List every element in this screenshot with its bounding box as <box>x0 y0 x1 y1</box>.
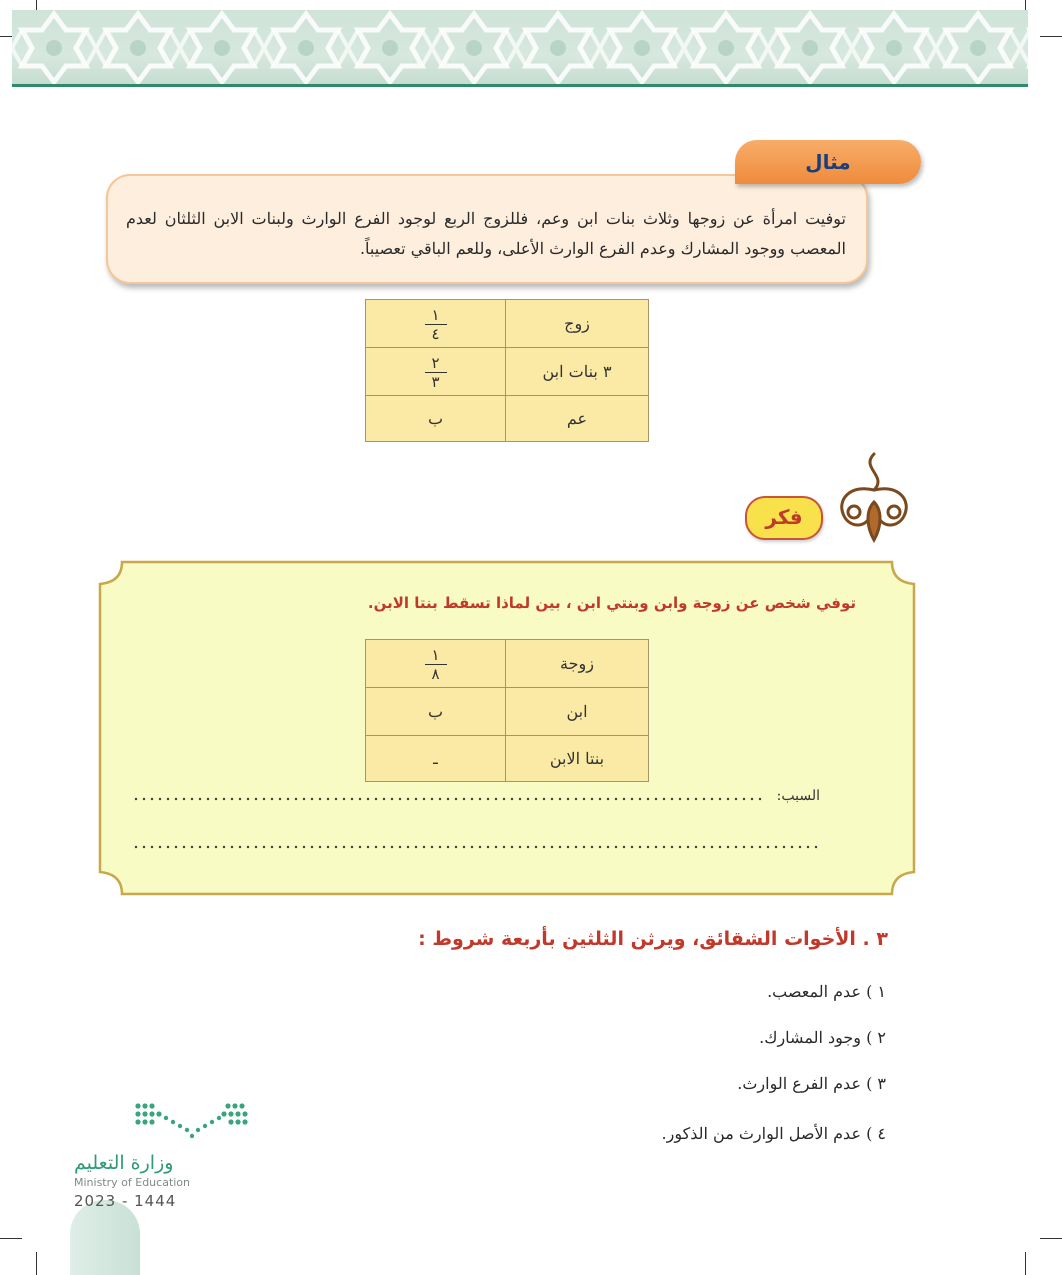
crop-mark <box>1040 36 1062 37</box>
header-divider <box>12 84 1028 87</box>
heir-cell: بنتا الابن <box>506 736 649 782</box>
inheritance-table-think <box>365 639 649 782</box>
condition-item: ٣ ) عدم الفرع الوارث. <box>737 1074 886 1093</box>
edition-year: 2023 - 1444 <box>74 1192 177 1210</box>
fraction-denominator: ٨ <box>431 665 440 684</box>
ministry-name-en: Ministry of Education <box>74 1176 191 1189</box>
crop-mark <box>36 1252 37 1275</box>
heir-cell: عم <box>506 396 649 442</box>
fraction-numerator: ٢ <box>431 353 440 372</box>
ministry-name-ar: وزارة التعليم <box>74 1152 174 1174</box>
heir-cell: زوج <box>506 300 649 348</box>
example-text: توفيت امرأة عن زوجها وثلاث بنات ابن وعم، فللزوج الربع لوجود الفرع الوارث ولبنات الابن الثلثان لعدم المعصب ووجود المشارك وعدم الفرع الوارث الأعلى، وللعم الباقي تعصيباً. <box>126 209 846 258</box>
table-row <box>366 348 649 396</box>
page-side-tab <box>70 1200 140 1275</box>
header-pattern <box>12 10 1028 86</box>
table-row <box>366 300 649 348</box>
ministry-logo-icon <box>132 1100 252 1142</box>
think-label: فكر <box>745 496 823 540</box>
heir-cell: زوجة <box>506 640 649 688</box>
table-row <box>366 736 649 782</box>
condition-item: ٢ ) وجود المشارك. <box>759 1028 886 1047</box>
crop-mark <box>0 1238 22 1239</box>
example-label: مثال <box>735 140 921 184</box>
share-cell: ـ <box>366 736 506 782</box>
fraction-numerator: ١ <box>431 645 440 664</box>
think-question: توفي شخص عن زوجة وابن وبنتي ابن ، بين لماذا تسقط بنتا الابن. <box>367 594 856 612</box>
crop-mark <box>1040 1238 1062 1239</box>
crop-mark <box>1025 1252 1026 1275</box>
share-cell <box>366 348 506 396</box>
fraction <box>425 355 447 391</box>
fraction-denominator: ٤ <box>431 325 440 344</box>
condition-item: ٤ ) عدم الأصل الوارث من الذكور. <box>661 1124 886 1143</box>
share-cell <box>366 640 506 688</box>
fraction <box>425 647 447 683</box>
fraction <box>425 307 447 343</box>
heir-cell: ابن <box>506 688 649 736</box>
reason-label: السبب: <box>776 788 820 804</box>
inheritance-table-example <box>365 299 649 442</box>
table-row <box>366 640 649 688</box>
heir-cell: ٣ بنات ابن <box>506 348 649 396</box>
share-cell: ب <box>366 688 506 736</box>
share-cell <box>366 300 506 348</box>
fraction-numerator: ١ <box>431 305 440 324</box>
condition-item: ١ ) عدم المعصب. <box>767 982 886 1001</box>
answer-line[interactable] <box>132 794 762 804</box>
fraction-denominator: ٣ <box>431 373 440 392</box>
answer-line[interactable] <box>132 842 822 852</box>
section-title: ٣ . الأخوات الشقائق، ويرثن الثلثين بأربعة شروط : <box>418 928 888 950</box>
ornament-icon <box>830 450 914 546</box>
share-cell: ب <box>366 396 506 442</box>
table-row <box>366 688 649 736</box>
table-row <box>366 396 649 442</box>
example-box <box>106 174 868 284</box>
